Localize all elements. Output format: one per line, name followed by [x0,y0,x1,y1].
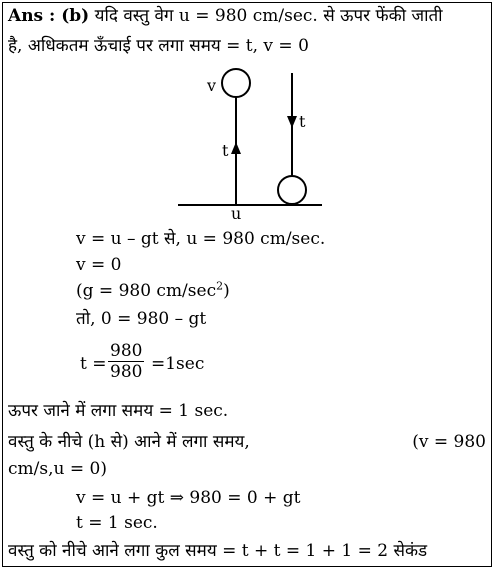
equation-3-close: ) [223,281,230,301]
intro-text-1: यदि वस्तु वेग u = 980 cm/sec. से ऊपर फेंकी जाती [94,6,443,26]
up-arrow-icon [231,142,241,154]
answer-intro-line-2: है, अधिकतम ऊँचाई पर लगा समय = t, v = 0 [8,36,309,56]
equation-3-superscript: 2 [216,279,224,293]
downward-equation-1: v = u + gt ⇒ 980 = 0 + gt [76,488,301,508]
label-t-down: t [299,112,306,131]
ball-top [222,69,250,97]
fraction-numerator: 980 [110,341,143,361]
equation-3 [76,280,230,302]
downward-line-2: cm/s,u = 0) [8,459,107,479]
down-arrow-icon [287,116,297,128]
downward-line-right: (v = 980 [412,432,486,452]
label-t-up: t [222,141,229,160]
equation-5-fraction [108,341,144,382]
ball-bottom [278,176,306,204]
equation-4: तो, 0 = 980 – gt [76,309,207,329]
total-time-line: वस्तु को नीचे आने लगा कुल समय = t + t = 1 + 1 = 2 सेकंड [8,541,428,561]
equation-2: v = 0 [76,255,122,275]
upward-time-line: ऊपर जाने में लगा समय = 1 sec. [8,401,229,421]
downward-line-left: वस्तु के नीचे (h से) आने में लगा समय, [8,432,250,452]
equation-5-lhs: t = [80,354,107,374]
equation-5-rhs: =1sec [151,354,205,374]
fraction-denominator: 980 [110,362,143,382]
label-v: v [207,76,217,95]
downward-time-row [8,431,486,453]
equation-3-text: (g = 980 cm/sec [76,281,217,301]
equation-1: v = u – gt से, u = 980 cm/sec. [76,229,326,249]
answer-prefix: Ans : (b) [8,6,90,26]
label-u: u [231,204,242,223]
downward-equation-2: t = 1 sec. [76,513,158,533]
